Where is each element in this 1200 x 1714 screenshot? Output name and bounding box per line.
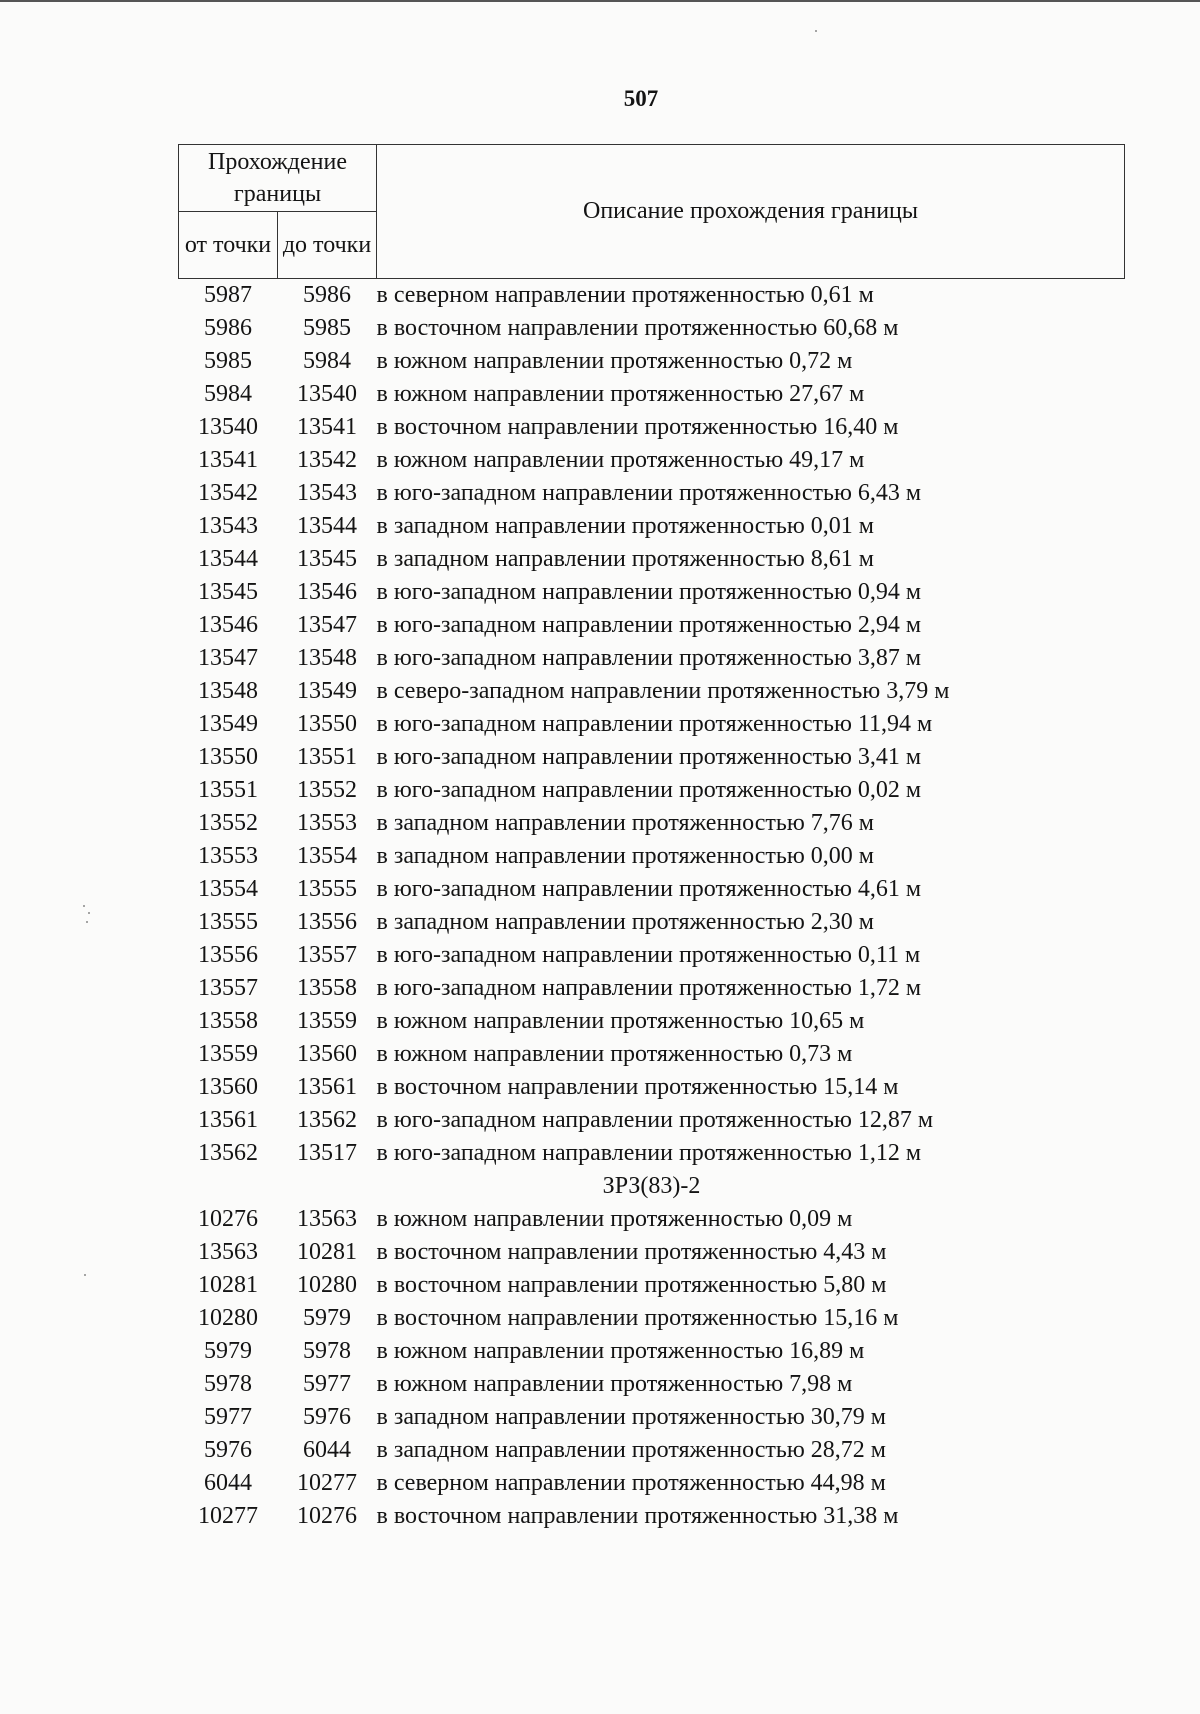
- description-cell: в южном направлении протяженностью 27,67 м: [376, 381, 865, 407]
- description-cell: в северо-западном направлении протяженностью 3,79 м: [376, 678, 950, 704]
- to-point-cell: 13561: [297, 1074, 357, 1100]
- from-point-cell: 13547: [198, 645, 258, 671]
- to-point-cell: 10280: [297, 1272, 357, 1298]
- table-row: [179, 411, 1125, 444]
- to-point-cell: 13557: [297, 942, 357, 968]
- table-row: [179, 1401, 1125, 1434]
- table-row: [179, 1104, 1125, 1137]
- to-point-cell: 13551: [297, 744, 357, 770]
- section-title: ЗРЗ(83)-2: [602, 1173, 701, 1199]
- to-point-cell: 13559: [297, 1008, 357, 1034]
- from-point-cell: 5976: [204, 1437, 252, 1463]
- table-body: [179, 279, 1125, 1534]
- boundary-table: [178, 144, 1125, 1533]
- table-row: [179, 708, 1125, 741]
- from-point-cell: 5979: [204, 1338, 252, 1364]
- description-cell: в юго-западном направлении протяженностью 11,94 м: [376, 711, 933, 737]
- table-row: [179, 543, 1125, 576]
- from-point-cell: 13562: [198, 1140, 258, 1166]
- table-row: [179, 279, 1125, 313]
- to-point-cell: 10276: [297, 1503, 357, 1529]
- from-point-cell: 10277: [198, 1503, 258, 1529]
- description-cell: в восточном направлении протяженностью 31,38 м: [376, 1503, 899, 1529]
- description-cell: в юго-западном направлении протяженностью 1,12 м: [376, 1140, 922, 1166]
- table-row: [179, 906, 1125, 939]
- from-point-cell: 5987: [204, 282, 252, 308]
- table-row: [179, 1335, 1125, 1368]
- from-point-cell: 13560: [198, 1074, 258, 1100]
- section-row: [179, 1170, 1125, 1203]
- description-cell: в северном направлении протяженностью 44,98 м: [376, 1470, 886, 1496]
- from-point-cell: 13553: [198, 843, 258, 869]
- from-point-cell: 13540: [198, 414, 258, 440]
- description-cell: в северном направлении протяженностью 0,61 м: [376, 282, 874, 308]
- to-point-cell: 13543: [297, 480, 357, 506]
- table-row: [179, 444, 1125, 477]
- description-cell: в западном направлении протяженностью 8,61 м: [376, 546, 874, 572]
- to-point-cell: 13554: [297, 843, 357, 869]
- to-point-cell: 10281: [297, 1239, 357, 1265]
- table-row: [179, 1236, 1125, 1269]
- description-cell: в юго-западном направлении протяженностью 1,72 м: [376, 975, 922, 1001]
- scan-speck: [86, 921, 88, 923]
- to-point-cell: 13552: [297, 777, 357, 803]
- table-row: [179, 675, 1125, 708]
- description-cell: в юго-западном направлении протяженностью 0,94 м: [376, 579, 922, 605]
- description-cell: в западном направлении протяженностью 0,00 м: [376, 843, 874, 869]
- description-cell: в южном направлении протяженностью 7,98 м: [376, 1371, 853, 1397]
- from-point-cell: 13559: [198, 1041, 258, 1067]
- from-point-cell: 13544: [198, 546, 258, 572]
- table-row: [179, 1302, 1125, 1335]
- to-point-cell: 13548: [297, 645, 357, 671]
- description-cell: в западном направлении протяженностью 2,30 м: [376, 909, 874, 935]
- description-cell: в западном направлении протяженностью 7,76 м: [376, 810, 874, 836]
- description-cell: в южном направлении протяженностью 49,17 м: [376, 447, 865, 473]
- table-row: [179, 378, 1125, 411]
- description-cell: в южном направлении протяженностью 0,72 м: [376, 348, 853, 374]
- table-row: [179, 1434, 1125, 1467]
- description-cell: в южном направлении протяженностью 0,09 м: [376, 1206, 853, 1232]
- to-point-cell: 10277: [297, 1470, 357, 1496]
- table-row: [179, 807, 1125, 840]
- to-point-cell: 13542: [297, 447, 357, 473]
- description-cell: в юго-западном направлении протяженностью 3,41 м: [376, 744, 922, 770]
- table-row: [179, 1071, 1125, 1104]
- table-row: [179, 1203, 1125, 1236]
- description-cell: в восточном направлении протяженностью 5,80 м: [376, 1272, 887, 1298]
- to-point-cell: 5979: [303, 1305, 351, 1331]
- to-point-cell: 5976: [303, 1404, 351, 1430]
- to-point-cell: 13563: [297, 1206, 357, 1232]
- from-point-cell: 5977: [204, 1404, 252, 1430]
- table-row: [179, 972, 1125, 1005]
- table-row: [179, 873, 1125, 906]
- from-point-cell: 5986: [204, 315, 252, 341]
- table-row: [179, 939, 1125, 972]
- page-number: 507: [623, 86, 659, 111]
- description-cell: в восточном направлении протяженностью 15,16 м: [376, 1305, 899, 1331]
- table-row: [179, 312, 1125, 345]
- from-point-cell: 13555: [198, 909, 258, 935]
- table-row: [179, 1038, 1125, 1071]
- from-point-cell: 13550: [198, 744, 258, 770]
- from-point-cell: 13541: [198, 447, 258, 473]
- to-point-cell: 6044: [303, 1437, 351, 1463]
- table-row: [179, 1500, 1125, 1533]
- from-point-cell: 13545: [198, 579, 258, 605]
- table-row: [179, 1368, 1125, 1401]
- description-cell: в юго-западном направлении протяженностью 0,02 м: [376, 777, 922, 803]
- header-from-point: от точки: [179, 212, 278, 279]
- from-point-cell: 10280: [198, 1305, 258, 1331]
- description-cell: в западном направлении протяженностью 0,01 м: [376, 513, 874, 539]
- to-point-cell: 13549: [297, 678, 357, 704]
- header-boundary-passage: Прохождение границы: [179, 145, 377, 212]
- to-point-cell: 13517: [297, 1140, 357, 1166]
- to-point-cell: 13556: [297, 909, 357, 935]
- table-row: [179, 1137, 1125, 1170]
- to-point-cell: 5978: [303, 1338, 351, 1364]
- description-cell: в восточном направлении протяженностью 4,43 м: [376, 1239, 887, 1265]
- from-point-cell: 10281: [198, 1272, 258, 1298]
- table-row: [179, 1005, 1125, 1038]
- table-row: [179, 840, 1125, 873]
- table-row: [179, 576, 1125, 609]
- to-point-cell: 13547: [297, 612, 357, 638]
- description-cell: в юго-западном направлении протяженностью 4,61 м: [376, 876, 922, 902]
- from-point-cell: 13551: [198, 777, 258, 803]
- description-cell: в юго-западном направлении протяженностью 12,87 м: [376, 1107, 934, 1133]
- from-point-cell: 10276: [198, 1206, 258, 1232]
- to-point-cell: 13553: [297, 810, 357, 836]
- from-point-cell: 13563: [198, 1239, 258, 1265]
- from-point-cell: 13554: [198, 876, 258, 902]
- description-cell: в западном направлении протяженностью 30,79 м: [376, 1404, 886, 1430]
- description-cell: в западном направлении протяженностью 28,72 м: [376, 1437, 886, 1463]
- description-cell: в восточном направлении протяженностью 60,68 м: [376, 315, 899, 341]
- from-point-cell: 5978: [204, 1371, 252, 1397]
- to-point-cell: 5986: [303, 282, 351, 308]
- from-point-cell: 13549: [198, 711, 258, 737]
- from-point-cell: 5984: [204, 381, 252, 407]
- to-point-cell: 13562: [297, 1107, 357, 1133]
- to-point-cell: 13545: [297, 546, 357, 572]
- to-point-cell: 13540: [297, 381, 357, 407]
- table-row: [179, 345, 1125, 378]
- table-row: [179, 609, 1125, 642]
- from-point-cell: 5985: [204, 348, 252, 374]
- scan-speck: [815, 30, 817, 32]
- to-point-cell: 13544: [297, 513, 357, 539]
- description-cell: в южном направлении протяженностью 16,89 м: [376, 1338, 865, 1364]
- description-cell: в юго-западном направлении протяженностью 3,87 м: [376, 645, 922, 671]
- to-point-cell: 13550: [297, 711, 357, 737]
- to-point-cell: 5985: [303, 315, 351, 341]
- scan-speck: [83, 905, 85, 907]
- table-row: [179, 510, 1125, 543]
- to-point-cell: 13541: [297, 414, 357, 440]
- to-point-cell: 5977: [303, 1371, 351, 1397]
- from-point-cell: 6044: [204, 1470, 252, 1496]
- header-description: Описание прохождения границы: [377, 145, 1125, 279]
- from-point-cell: 13561: [198, 1107, 258, 1133]
- to-point-cell: 13558: [297, 975, 357, 1001]
- from-point-cell: 13542: [198, 480, 258, 506]
- description-cell: в восточном направлении протяженностью 16,40 м: [376, 414, 899, 440]
- description-cell: в южном направлении протяженностью 0,73 м: [376, 1041, 853, 1067]
- table-row: [179, 774, 1125, 807]
- from-point-cell: 13558: [198, 1008, 258, 1034]
- from-point-cell: 13556: [198, 942, 258, 968]
- from-point-cell: 13548: [198, 678, 258, 704]
- scan-speck: [84, 1274, 86, 1276]
- description-cell: в юго-западном направлении протяженностью 2,94 м: [376, 612, 922, 638]
- from-point-cell: 13546: [198, 612, 258, 638]
- from-point-cell: 13543: [198, 513, 258, 539]
- to-point-cell: 13560: [297, 1041, 357, 1067]
- description-cell: в юго-западном направлении протяженностью 6,43 м: [376, 480, 922, 506]
- to-point-cell: 13546: [297, 579, 357, 605]
- header-to-point: до точки: [278, 212, 377, 279]
- to-point-cell: 5984: [303, 348, 351, 374]
- table-row: [179, 1467, 1125, 1500]
- top-scan-edge: [0, 0, 1200, 2]
- description-cell: в восточном направлении протяженностью 15,14 м: [376, 1074, 899, 1100]
- description-cell: в южном направлении протяженностью 10,65 м: [376, 1008, 865, 1034]
- table-row: [179, 741, 1125, 774]
- from-point-cell: 13557: [198, 975, 258, 1001]
- table-row: [179, 1269, 1125, 1302]
- scan-speck: [88, 912, 90, 914]
- table-row: [179, 477, 1125, 510]
- from-point-cell: 13552: [198, 810, 258, 836]
- table-row: [179, 642, 1125, 675]
- description-cell: в юго-западном направлении протяженностью 0,11 м: [376, 942, 921, 968]
- to-point-cell: 13555: [297, 876, 357, 902]
